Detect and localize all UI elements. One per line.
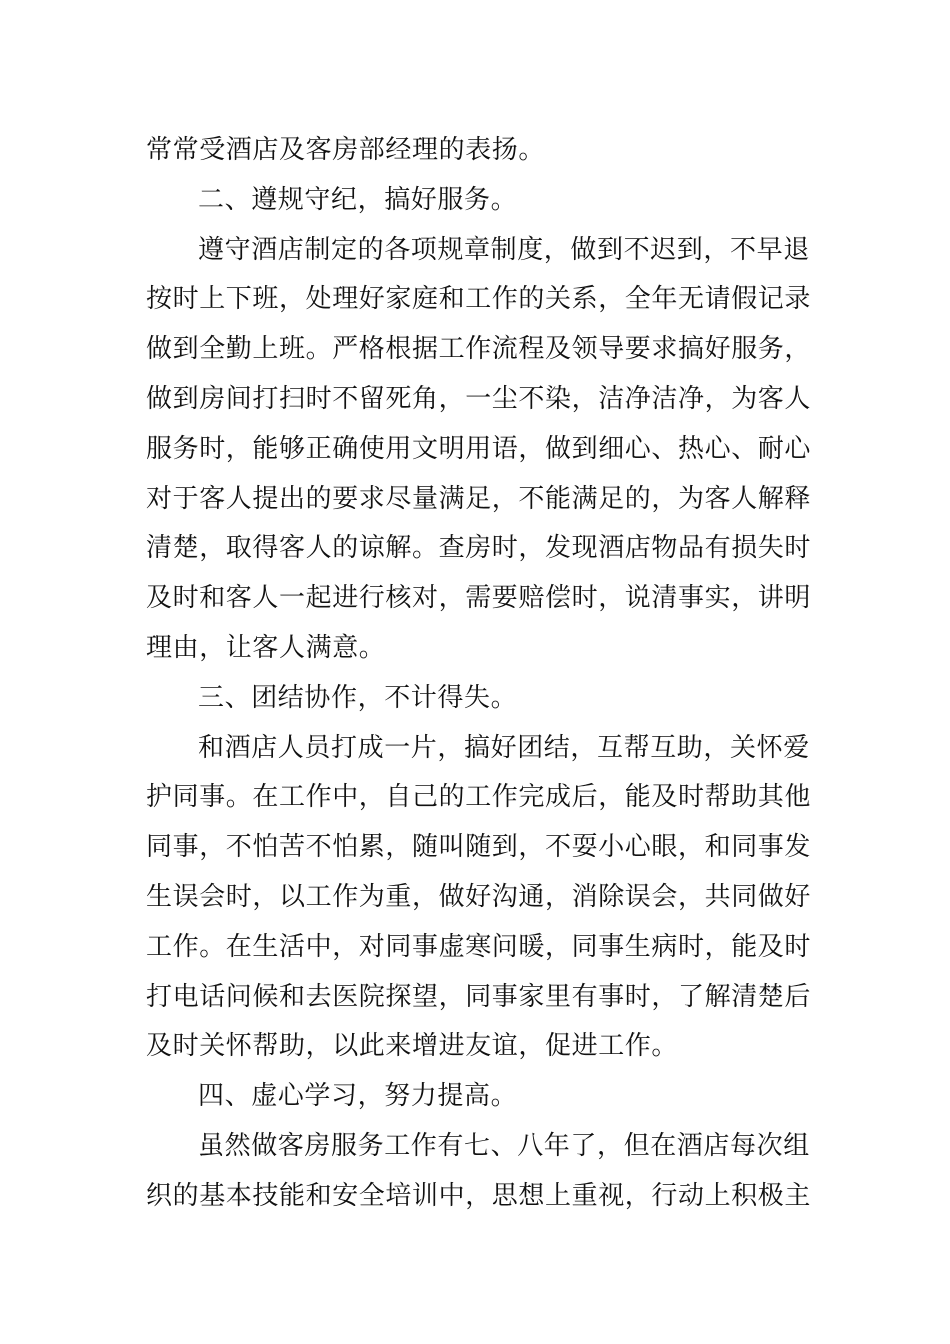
- text-line: 做到全勤上班。严格根据工作流程及领导要求搞好服务，: [146, 334, 812, 365]
- text-line: 工作。在生活中，对同事虚寒问暖，同事生病时，能及时: [146, 931, 812, 962]
- text-line: 按时上下班，处理好家庭和工作的关系，全年无请假记录: [146, 284, 812, 315]
- text-line: 和酒店人员打成一片，搞好团结，互帮互助，关怀爱: [198, 732, 810, 763]
- text-line: 常常受酒店及客房部经理的表扬。: [146, 135, 546, 165]
- text-line: 同事，不怕苦不怕累，随叫随到，不耍小心眼，和同事发: [146, 832, 812, 863]
- text-line: 生误会时，以工作为重，做好沟通，消除误会，共同做好: [146, 881, 812, 912]
- text-line: 打电话问候和去医院探望，同事家里有事时，了解清楚后: [146, 981, 812, 1012]
- text-line: 遵守酒店制定的各项规章制度，做到不迟到，不早退: [198, 234, 810, 265]
- text-line: 服务时，能够正确使用文明用语，做到细心、热心、耐心: [146, 433, 812, 464]
- text-line: 清楚，取得客人的谅解。查房时，发现酒店物品有损失时: [146, 533, 812, 564]
- text-line: 做到房间打扫时不留死角，一尘不染，洁净洁净，为客人: [146, 383, 812, 414]
- text-line: 护同事。在工作中，自己的工作完成后，能及时帮助其他: [146, 782, 812, 813]
- document-body: [146, 126, 810, 1222]
- text-line: 及时和客人一起进行核对，需要赔偿时，说清事实，讲明: [146, 583, 812, 614]
- section-heading-4: 四、虚心学习，努力提高。: [198, 1081, 518, 1112]
- text-line: 对于客人提出的要求尽量满足，不能满足的，为客人解释: [146, 483, 812, 514]
- section-heading-3: 三、团结协作，不计得失。: [198, 682, 518, 713]
- text-line: 织的基本技能和安全培训中，思想上重视，行动上积极主: [146, 1180, 812, 1211]
- section-heading-2: 二、遵规守纪，搞好服务。: [198, 184, 518, 215]
- text-line: 虽然做客房服务工作有七、八年了，但在酒店每次组: [198, 1130, 810, 1161]
- text-line: 理由，让客人满意。: [146, 632, 386, 663]
- text-line: 及时关怀帮助，以此来增进友谊，促进工作。: [146, 1031, 679, 1062]
